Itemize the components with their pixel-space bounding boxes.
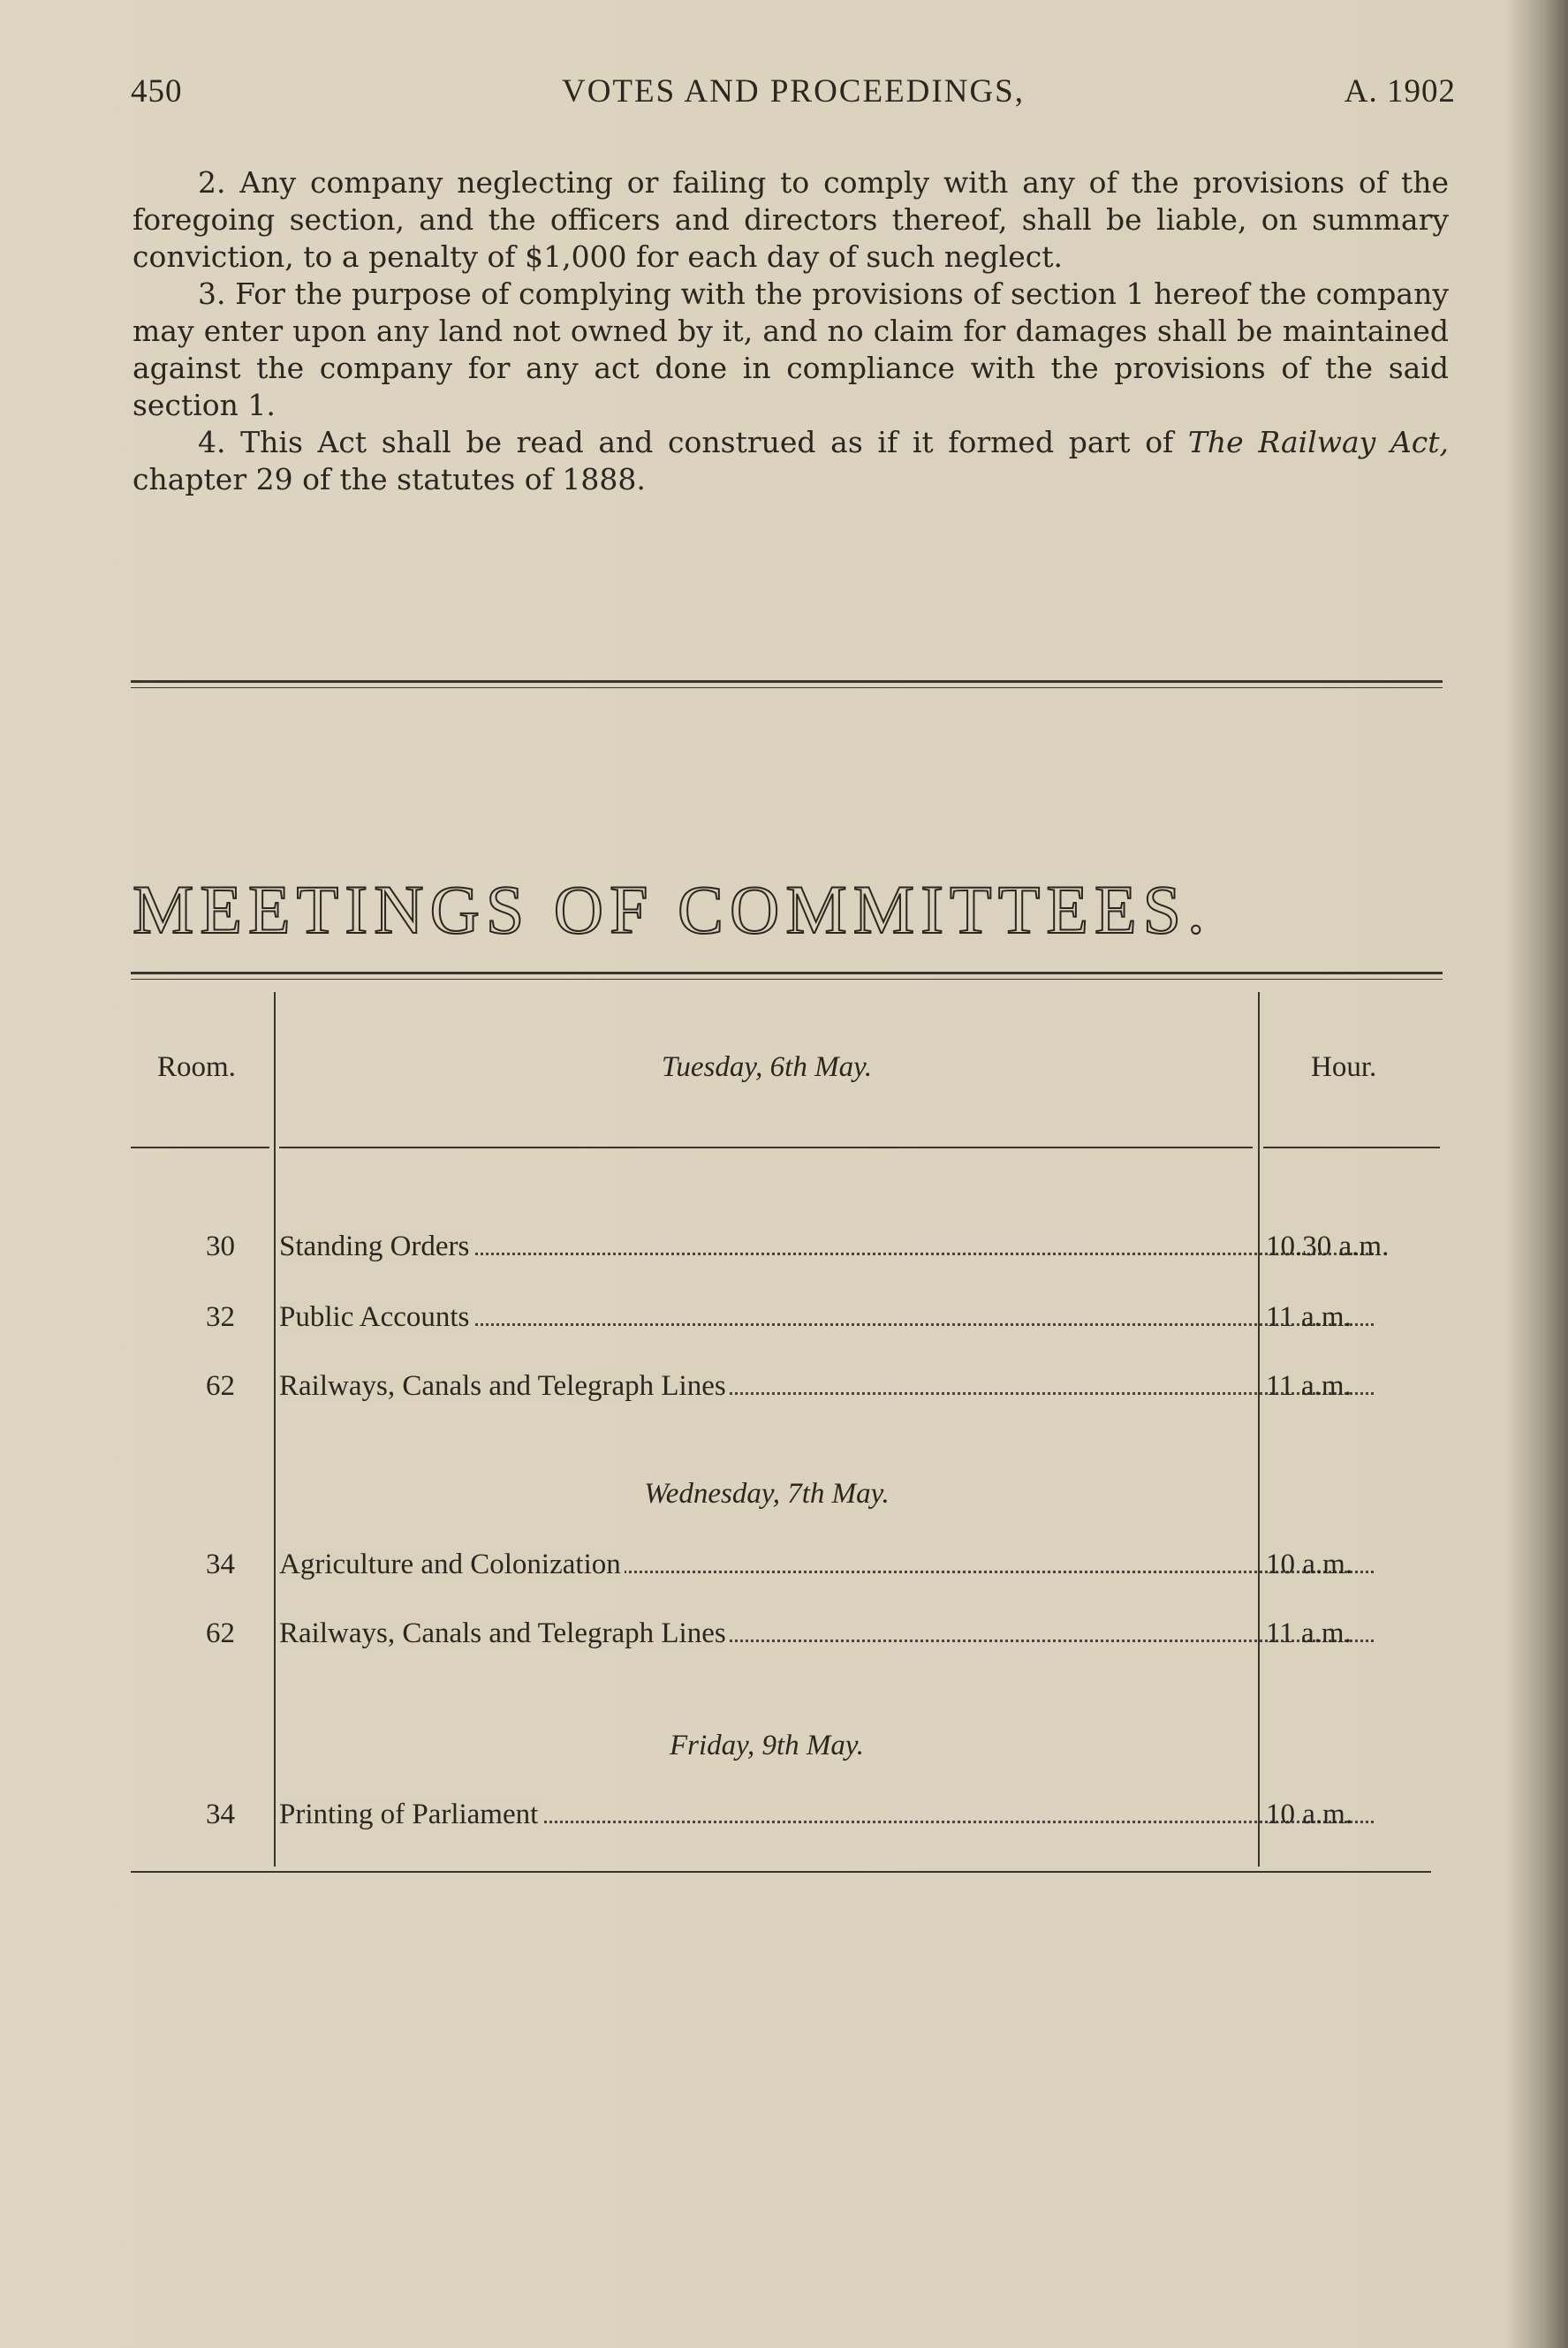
room-number: 62 <box>206 1617 235 1649</box>
room-number: 32 <box>206 1301 235 1333</box>
room-number: 62 <box>206 1370 235 1402</box>
clause-4-end: chapter 29 of the statutes of 1888. <box>133 462 646 496</box>
schedule-row <box>131 1617 1443 1656</box>
committee-name: Standing Orders <box>279 1231 1379 1263</box>
session-year: A. 1902 <box>1344 73 1456 110</box>
schedule-row <box>131 1301 1443 1340</box>
header-rule-room <box>131 1147 269 1148</box>
bill-text <box>133 164 1449 498</box>
schedule-bottom-rule <box>131 1871 1431 1873</box>
meeting-hour: 11 a.m. <box>1266 1301 1352 1333</box>
day-heading-friday: Friday, 9th May. <box>670 1730 864 1761</box>
room-number: 34 <box>206 1549 235 1580</box>
meeting-hour: 11 a.m. <box>1266 1370 1352 1402</box>
committee-name: Public Accounts <box>279 1301 1379 1334</box>
section-divider <box>131 680 1443 688</box>
running-title: VOTES AND PROCEEDINGS, <box>561 73 1025 110</box>
committee-name: Printing of Parliament <box>279 1799 1379 1831</box>
schedule-row <box>131 1799 1443 1837</box>
room-number: 30 <box>206 1231 235 1262</box>
page-number: 450 <box>131 73 183 110</box>
hour-column-rule <box>1258 992 1260 1867</box>
clause-4-start: 4. This Act shall be read and construed as if it formed part of <box>198 425 1188 459</box>
page-header <box>131 72 1456 117</box>
clause-3: 3. For the purpose of complying with the provisions of section 1 hereof the company may enter upon any land not owned by it, and no claim for damages shall be maintained against the company for any act done in compliance with the provisions of the said section 1. <box>133 276 1449 422</box>
meeting-hour: 10 a.m. <box>1266 1549 1353 1580</box>
committee-name: Agriculture and Colonization <box>279 1549 1379 1581</box>
railway-act-title: The Railway Act, <box>1187 425 1450 459</box>
committee-name: Railways, Canals and Telegraph Lines <box>279 1370 1379 1403</box>
room-column-header: Room. <box>157 1051 236 1083</box>
meeting-hour: 10.30 a.m. <box>1266 1231 1390 1262</box>
header-rule-hour <box>1263 1147 1440 1148</box>
header-rule-committee <box>279 1147 1253 1148</box>
room-number: 34 <box>206 1799 235 1830</box>
clause-4 <box>133 424 1449 498</box>
room-column-rule <box>274 992 276 1867</box>
day-heading-tuesday: Tuesday, 6th May. <box>661 1051 873 1083</box>
meeting-hour: 11 a.m. <box>1266 1617 1352 1649</box>
committee-schedule <box>131 979 1443 1871</box>
schedule-row <box>131 1370 1443 1409</box>
committee-name: Railways, Canals and Telegraph Lines <box>279 1617 1379 1650</box>
schedule-row <box>131 1231 1443 1269</box>
hour-column-header: Hour. <box>1311 1051 1377 1083</box>
day-heading-wednesday: Wednesday, 7th May. <box>644 1478 890 1510</box>
meeting-hour: 10 a.m. <box>1266 1799 1353 1830</box>
meetings-heading: MEETINGS OF COMMITTEES. <box>133 871 1211 948</box>
clause-2: 2. Any company neglecting or failing to comply with any of the provisions of the foregoing section, and the officers and directors thereof, shall be liable, on summary conviction, to a penalty of $1,000 for each day of such neglect. <box>133 165 1449 274</box>
schedule-row <box>131 1549 1443 1587</box>
